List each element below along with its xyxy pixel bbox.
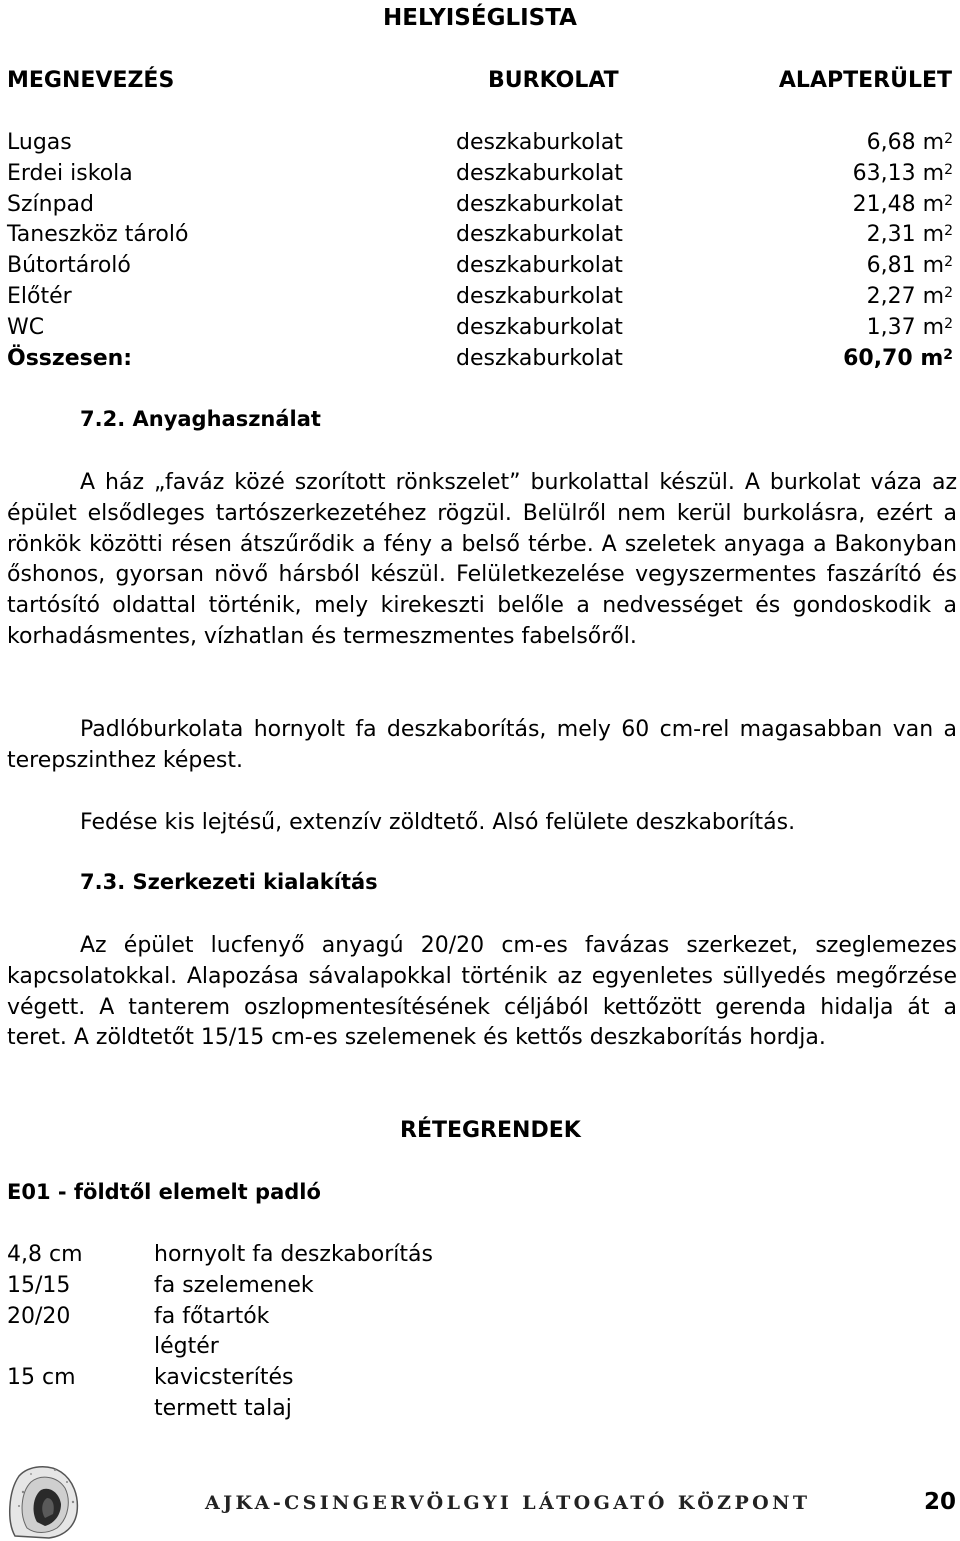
room-name: Erdei iskola (7, 160, 133, 186)
room-name: Színpad (7, 191, 94, 217)
page-number: 20 (923, 1489, 956, 1515)
log-slice-logo-icon (5, 1462, 83, 1540)
room-name: Taneszköz tároló (7, 222, 189, 248)
layer-material: termett talaj (154, 1395, 292, 1421)
room-cover: deszkaburkolat (456, 130, 623, 155)
column-header-name: MEGNEVEZÉS (7, 68, 175, 93)
table-row (7, 313, 953, 344)
room-area: 63,13 $m^2$ (852, 160, 953, 186)
total-area: 60,70 $m^2$ (843, 345, 953, 371)
table-row (7, 128, 953, 159)
layer-material: fa főtartók (154, 1303, 270, 1329)
table-row (7, 190, 953, 221)
total-row (7, 344, 953, 375)
column-header-cover: BURKOLAT (488, 68, 619, 93)
room-cover: deszkaburkolat (456, 160, 623, 186)
list-item (7, 1240, 607, 1271)
layer-list (7, 1240, 607, 1425)
room-area: 6,81 $m^2$ (866, 253, 953, 279)
room-cover: deszkaburkolat (456, 222, 623, 248)
room-area: 6,68 $m^2$ (866, 130, 953, 155)
layer-thickness: 4,8 cm (7, 1242, 83, 1267)
section-heading-szerkezeti-kialakitas: 7.3. Szerkezeti kialakítás (80, 870, 378, 894)
layer-thickness: 15/15 (7, 1272, 71, 1298)
layer-thickness: 15 cm (7, 1365, 76, 1391)
room-name: Bútortároló (7, 253, 131, 279)
page-title: HELYISÉGLISTA (383, 5, 577, 31)
table-row (7, 220, 953, 251)
list-item (7, 1394, 607, 1425)
layers-title: RÉTEGRENDEK (400, 1118, 581, 1143)
list-item (7, 1363, 607, 1394)
layer-material: kavicsterítés (154, 1365, 294, 1391)
footer-title: AJKA-CSINGERVÖLGYI LÁTOGATÓ KÖZPONT (205, 1492, 811, 1514)
total-label: Összesen: (7, 345, 133, 371)
room-area: 2,31 $m^2$ (866, 222, 953, 248)
layer-group-title: E01 - földtől elemelt padló (7, 1180, 321, 1204)
table-row (7, 251, 953, 282)
room-name: Előtér (7, 283, 72, 309)
table-row (7, 282, 953, 313)
room-cover: deszkaburkolat (456, 283, 623, 309)
list-item (7, 1332, 607, 1363)
table-row (7, 159, 953, 190)
paragraph-roof: Fedése kis lejtésű, extenzív zöldtető. Alsó felülete deszkaborítás. (80, 810, 796, 835)
list-item (7, 1271, 607, 1302)
paragraph-cladding: A ház „faváz közé szorított rönkszelet” burkolattal készül. A burkolat váza az épület elsődleges tartószerkezetéhez rögzül. Belülről nem kerül burkolásra, ezért a rönkök közötti résen átszűrődik a fény a belső térbe. A szeletek anyaga a Bakonyban őshonos, gyorsan növő hársból készül. Felületkezelése vegyszermentes faszárító és tartósító oldattal történik, mely kirekeszti belőle a nedvességet és gondoskodik a korhadásmentes, vízhatlan és termeszmentes fabelsőről. (7, 470, 957, 649)
paragraph-flooring: Padlóburkolata hornyolt fa deszkaborítás, mely 60 cm-rel magasabban van a terepszinthez képest. (7, 717, 957, 773)
room-cover: deszkaburkolat (456, 253, 623, 279)
room-name: Lugas (7, 130, 72, 155)
room-list (7, 128, 953, 374)
room-cover: deszkaburkolat (456, 345, 623, 371)
room-name: WC (7, 314, 45, 340)
room-cover: deszkaburkolat (456, 191, 623, 217)
list-item (7, 1302, 607, 1333)
room-area: 2,27 $m^2$ (866, 283, 953, 309)
column-header-area: ALAPTERÜLET (778, 68, 952, 93)
layer-material: légtér (154, 1334, 219, 1360)
paragraph-structure: Az épület lucfenyő anyagú 20/20 cm-es favázas szerkezet, szeglemezes kapcsolatokkal. Alapozása sávalapokkal történik az egyenletes süllyedés megőrzése végett. A tanterem oszlopmentesítésének céljából kettőzött gerenda hidalja át a teret. A zöldtetőt 15/15 cm-es szelemenek és kettős deszkaborítás hordja. (7, 933, 957, 1051)
section-heading-anyaghasznalat: 7.2. Anyaghasználat (80, 407, 321, 431)
layer-thickness: 20/20 (7, 1303, 71, 1329)
layer-material: hornyolt fa deszkaborítás (154, 1242, 433, 1267)
room-area: 21,48 $m^2$ (852, 191, 953, 217)
layer-material: fa szelemenek (154, 1272, 314, 1298)
room-area: 1,37 $m^2$ (866, 314, 953, 340)
room-cover: deszkaburkolat (456, 314, 623, 340)
